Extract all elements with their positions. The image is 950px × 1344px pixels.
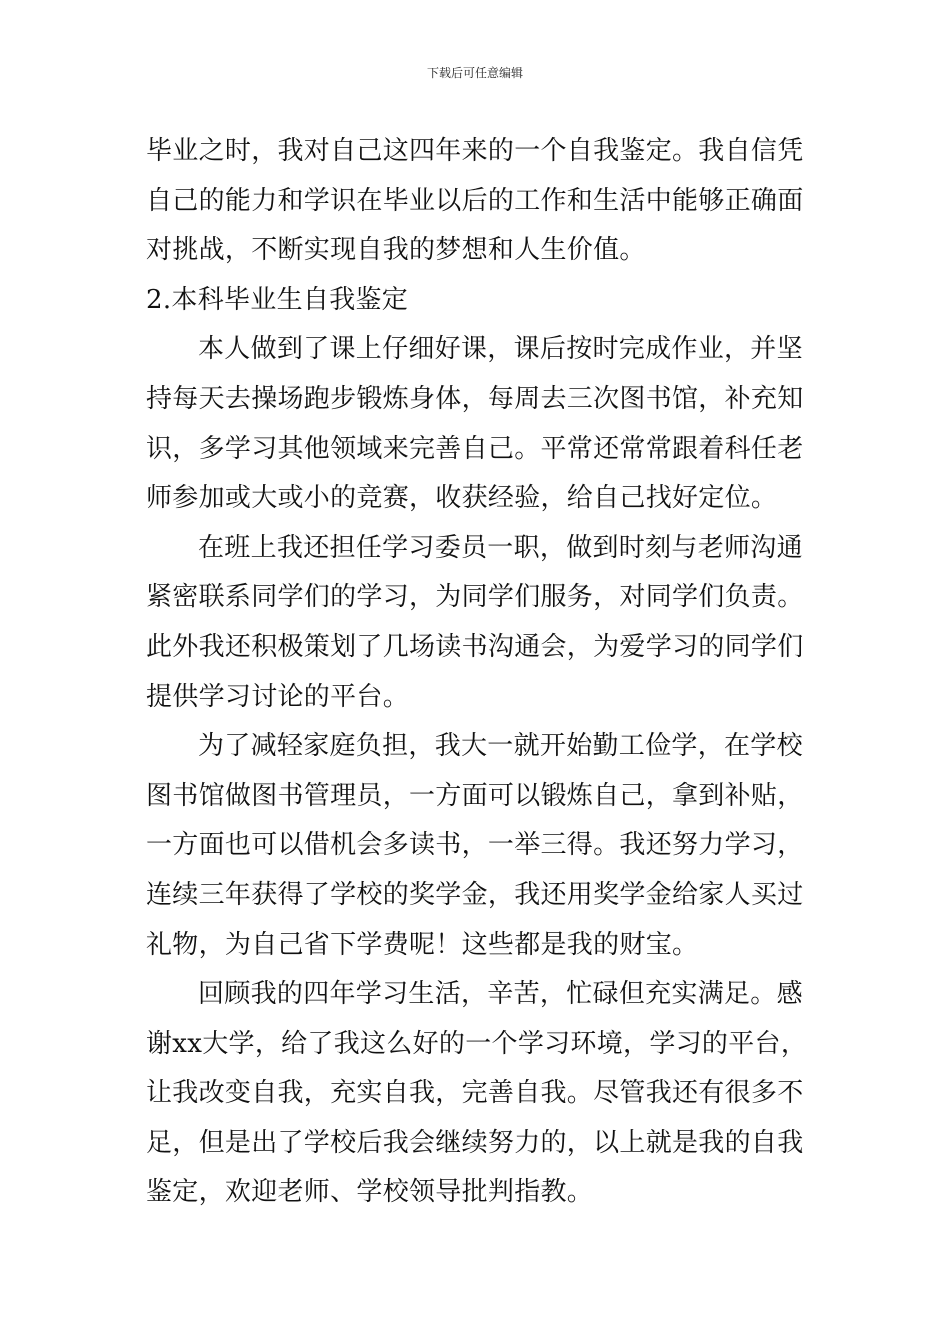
section-heading: 2.本科毕业生自我鉴定 [146, 284, 409, 315]
page-header: 下载后可任意编辑 [426, 66, 523, 80]
paragraph-committee: 在班上我还担任学习委员一职，做到时刻与老师沟通紧密联系同学们的学习，为同学们服务，对同学们负责。此外我还积极策划了几场读书沟通会，为爱学习的同学们提供学习讨论的平台。 [146, 532, 804, 712]
paragraph-study: 本人做到了课上仔细好课，课后按时完成作业，并坚持每天去操场跑步锻炼身体，每周去三次图书馆，补充知识，多学习其他领域来完善自己。平常还常常跟着科任老师参加或大或小的竞赛，收获经验，给自己找好定位。 [146, 334, 804, 514]
document-body [146, 127, 810, 1218]
paragraph-review: 回顾我的四年学习生活，辛苦，忙碌但充实满足。感谢xx大学，给了我这么好的一个学习环境，学习的平台，让我改变自我，充实自我，完善自我。尽管我还有很多不足，但是出了学校后我会继续努力的，以上就是我的自我鉴定，欢迎老师、学校领导批判指教。 [146, 979, 808, 1208]
paragraph-work-study: 为了减轻家庭负担，我大一就开始勤工俭学，在学校图书馆做图书管理员，一方面可以锻炼自己，拿到补贴，一方面也可以借机会多读书，一举三得。我还努力学习，连续三年获得了学校的奖学金，我还用奖学金给家人买过礼物，为自己省下学费呢！这些都是我的财宝。 [146, 731, 804, 960]
paragraph-continuation: 毕业之时，我对自己这四年来的一个自我鉴定。我自信凭自己的能力和学识在毕业以后的工作和生活中能够正确面对挑战，不断实现自我的梦想和人生价值。 [146, 136, 804, 266]
